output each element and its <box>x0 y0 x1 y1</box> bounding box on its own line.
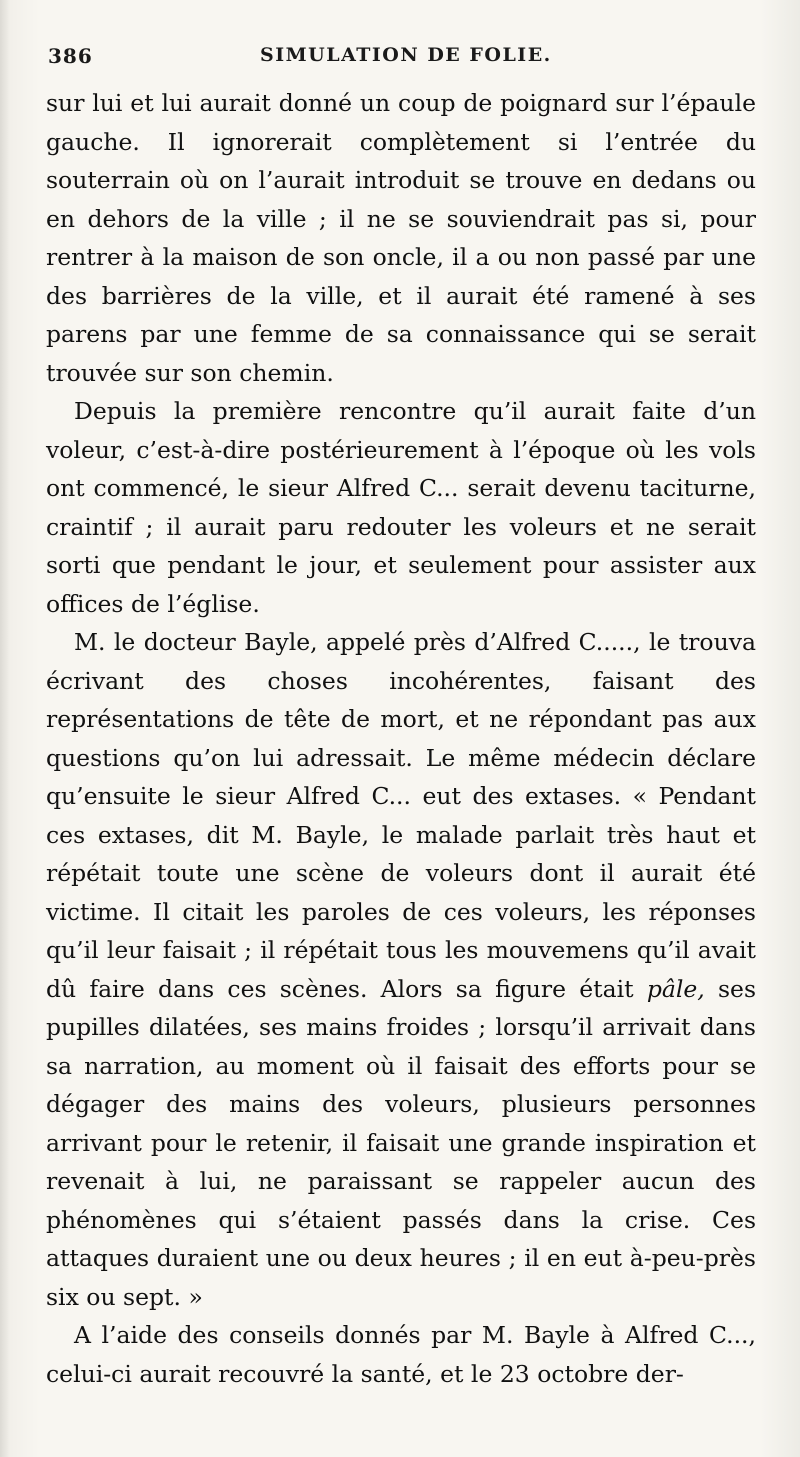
paragraph-1: sur lui et lui aurait donné un coup de poignard sur l’épaule gauche. Il ignorerait complètement si l’entrée du souterrain où on l’aurait introduit se trouve en dedans ou en dehors de la ville ; il ne se souviendrait pas si, pour rentrer à la maison de son oncle, il a ou non passé par une des barrières de la ville, et il aurait été ramené à ses parens par une femme de sa connaissance qui se serait trouvée sur son chemin. <box>46 89 756 387</box>
page-number: 386 <box>48 44 93 68</box>
paragraph-4: A l’aide des conseils donnés par M. Bayle à Alfred C..., celui-ci aurait recouvré la santé, et le 23 octobre der- <box>46 1321 756 1388</box>
running-title: SIMULATION DE FOLIE. <box>260 44 552 66</box>
paragraph-2: Depuis la première rencontre qu’il aurait faite d’un voleur, c’est-à-dire postérieurement à l’époque où les vols ont commencé, le sieur Alfred C... serait devenu taciturne, craintif ; il aurait paru redouter les voleurs et ne serait sorti que pendant le jour, et seulement pour assister aux offices de l’église. <box>46 397 756 618</box>
paragraph-3 <box>46 623 756 1316</box>
paragraph-3-part-1: M. le docteur Bayle, appelé près d’Alfred C....., le trouva écrivant des choses incohérentes, faisant des représentations de tête de mort, et ne répondant pas aux questions qu’on lui adressait. Le même médecin déclare qu’ensuite le sieur Alfred C... eut des extases. « Pendant ces extases, dit M. Bayle, le malade parlait très haut et répétait toute une scène de voleurs dont il aurait été victime. Il citait les paroles de ces voleurs, les réponses qu’il leur faisait ; il répétait tous les mouvemens qu’il avait dû faire dans ces scènes. Alors sa figure était <box>46 628 756 1003</box>
body-text <box>46 84 756 1393</box>
italic-word: pâle, <box>646 974 705 1003</box>
paragraph-3-part-2: ses pupilles dilatées, ses mains froides ; lorsqu’il arrivait dans sa narration, au moment où il faisait des efforts pour se dégager des mains des voleurs, plusieurs personnes arrivant pour le retenir, il faisait une grande inspiration et revenait à lui, ne paraissant se rappeler aucun des phénomènes qui s’étaient passés dans la crise. Ces attaques duraient une ou deux heures ; il en eut à-peu-près six ou sept. » <box>46 974 757 1311</box>
page-header <box>48 40 750 74</box>
